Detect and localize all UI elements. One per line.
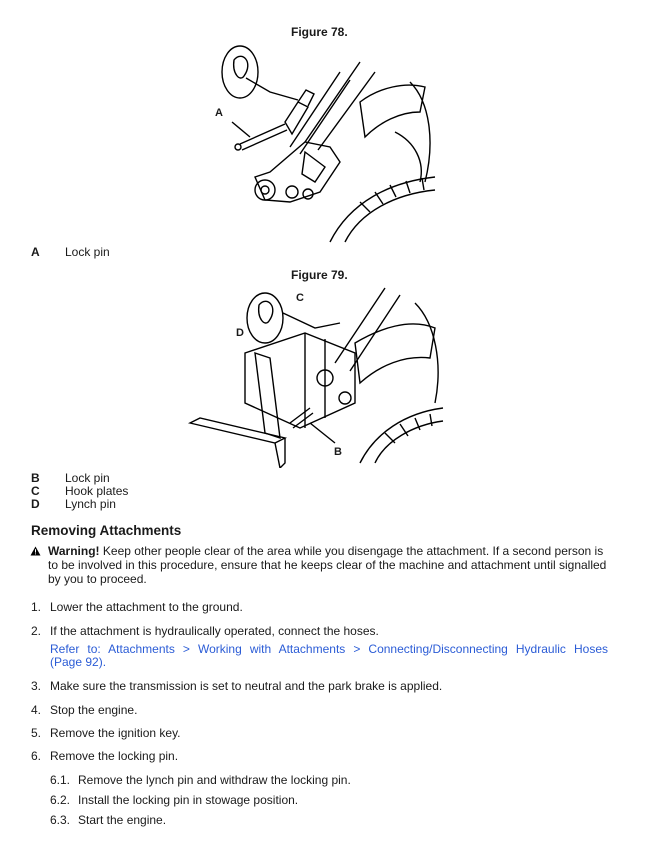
- warning-text: Keep other people clear of the area while you disengage the attachment. If a second person is: [102, 544, 604, 558]
- step-1-text: Lower the attachment to the ground.: [50, 600, 243, 614]
- step-4-text: Stop the engine.: [50, 703, 138, 717]
- step-3-number: 3.: [31, 679, 42, 693]
- figure-78-title: Figure 78.: [291, 25, 348, 39]
- section-heading: Removing Attachments: [31, 523, 182, 538]
- step-5-number: 5.: [31, 726, 42, 740]
- legend-key: D: [31, 497, 40, 511]
- warning-line: to be involved in this procedure, ensure that he keeps clear of the machine and attachment until signalled: [48, 558, 607, 572]
- step-5-text: Remove the ignition key.: [50, 726, 181, 740]
- figure-79-legend: [31, 472, 231, 512]
- legend-key: A: [31, 245, 40, 259]
- figure-79-illustration: [185, 283, 447, 468]
- warning-line: by you to proceed.: [48, 572, 147, 586]
- legend-label: Hook plates: [65, 484, 129, 498]
- callout-a: A: [215, 107, 223, 119]
- step-6-number: 6.: [31, 749, 42, 763]
- legend-label: Lock pin: [65, 245, 110, 259]
- warning-line: [48, 544, 618, 558]
- step-4-number: 4.: [31, 703, 42, 717]
- figure-78-illustration: [210, 42, 445, 247]
- callout-d: D: [236, 327, 244, 339]
- step-6-text: Remove the locking pin.: [50, 749, 179, 763]
- callout-c: C: [296, 292, 304, 304]
- figure-78-legend: [31, 246, 231, 260]
- warning-icon: [30, 546, 41, 556]
- legend-row: [31, 485, 231, 498]
- callout-b: B: [334, 446, 342, 458]
- substep-6-1-number: 6.1.: [50, 773, 71, 787]
- substep-6-1-text: Remove the lynch pin and withdraw the locking pin.: [78, 773, 351, 787]
- reference-link[interactable]: [50, 643, 608, 669]
- substep-6-3-text: Start the engine.: [78, 813, 167, 827]
- legend-label: Lynch pin: [65, 497, 116, 511]
- substep-6-2-text: Install the locking pin in stowage position.: [78, 793, 299, 807]
- warning-block: [48, 544, 618, 586]
- figure-79-title: Figure 79.: [291, 268, 348, 282]
- warning-label: Warning!: [48, 544, 100, 558]
- legend-key: C: [31, 484, 40, 498]
- step-3-text: Make sure the transmission is set to neutral and the park brake is applied.: [50, 679, 443, 693]
- legend-row: [31, 472, 231, 485]
- reference-line[interactable]: Refer to: Attachments > Working with Attachments > Connecting/Disconnecting Hydraulic Hoses: [50, 642, 608, 656]
- legend-row: [31, 498, 231, 511]
- substep-6-3-number: 6.3.: [50, 813, 71, 827]
- step-2-text: If the attachment is hydraulically operated, connect the hoses.: [50, 624, 379, 638]
- legend-key: B: [31, 471, 40, 485]
- legend-label: Lock pin: [65, 471, 110, 485]
- reference-line[interactable]: (Page 92).: [50, 655, 107, 669]
- substep-6-2-number: 6.2.: [50, 793, 71, 807]
- step-2-number: 2.: [31, 624, 42, 638]
- step-1-number: 1.: [31, 600, 42, 614]
